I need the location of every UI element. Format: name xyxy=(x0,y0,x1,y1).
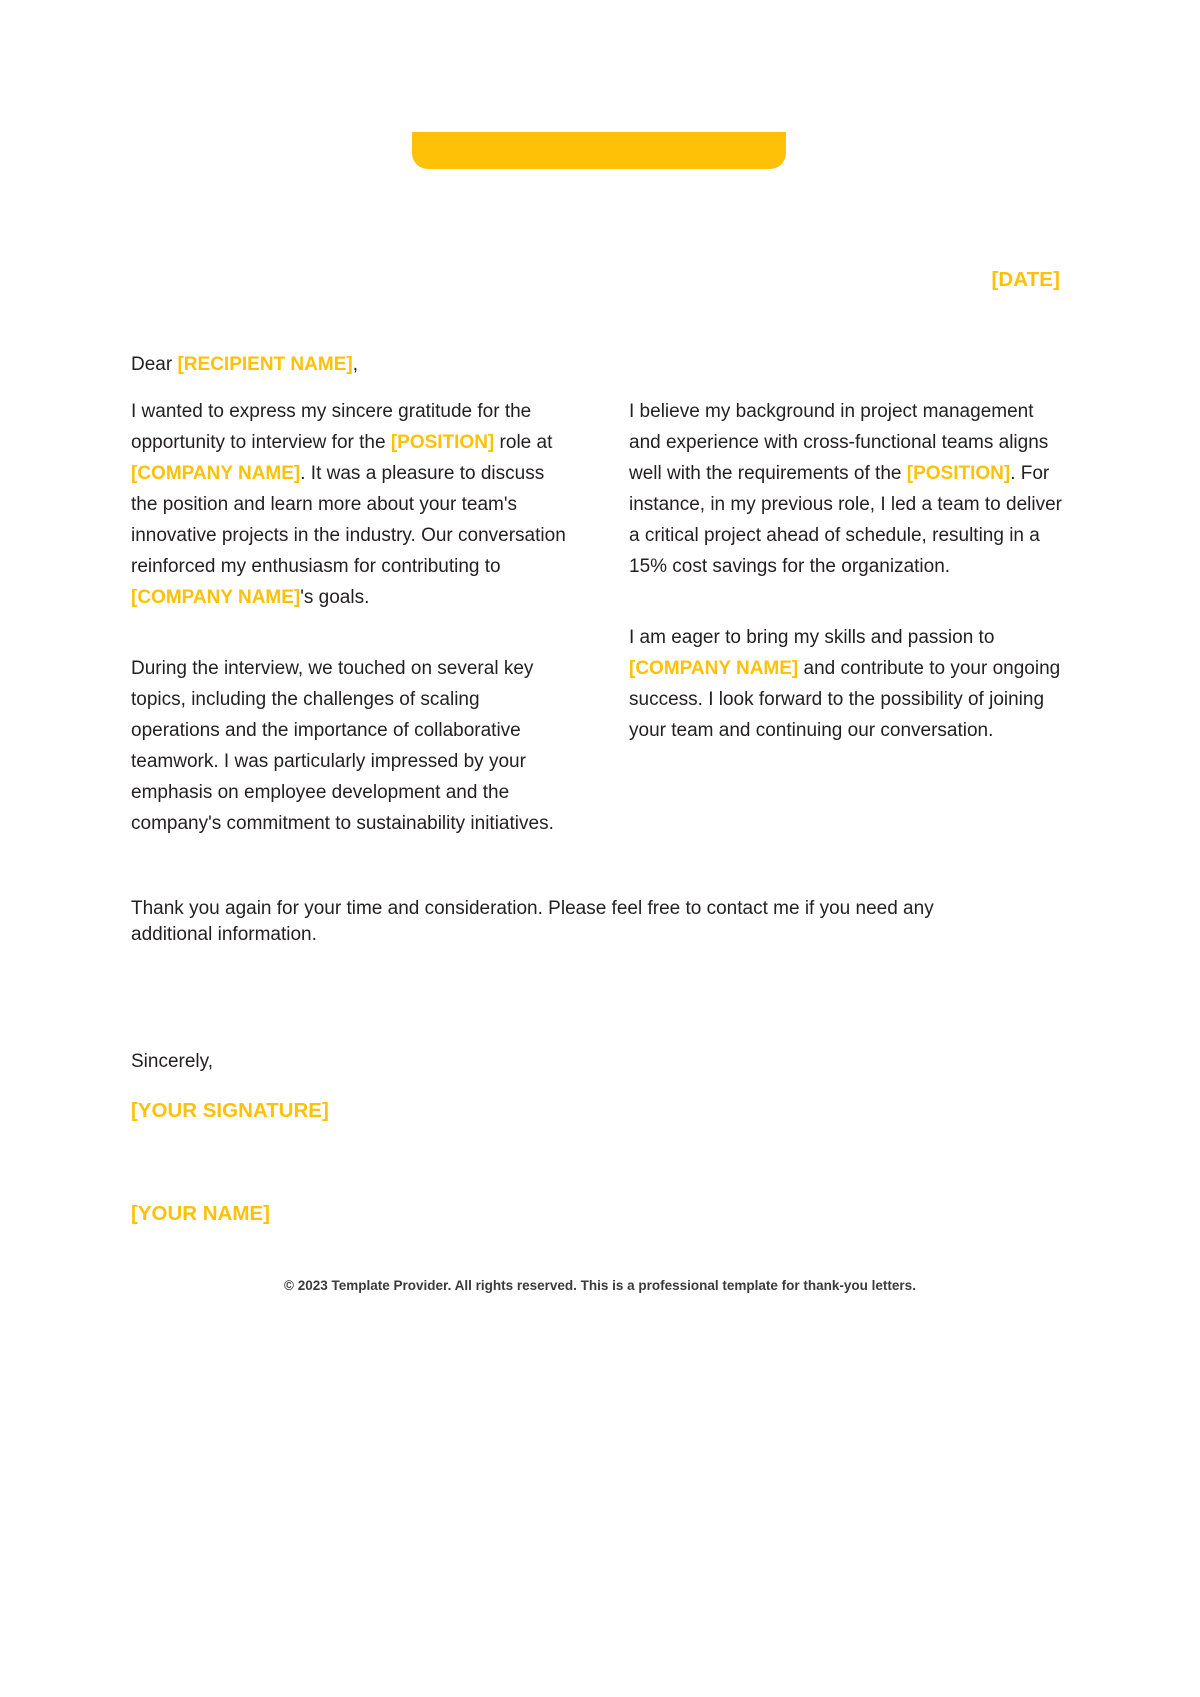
left-paragraph-1 xyxy=(131,396,571,613)
header-band-shape xyxy=(412,132,786,169)
salutation-line xyxy=(131,352,358,378)
salutation-suffix: , xyxy=(352,354,358,375)
lp1-part-2: role at xyxy=(494,432,553,453)
lp1-part-1: I wanted to express my sincere gratitude for the opportunity to interview for the xyxy=(131,401,532,453)
rp1-part-1: I believe my background in project management and experience with cross-functional teams aligns well with the requirements of the xyxy=(629,401,1049,484)
body-columns xyxy=(131,396,1069,839)
right-column xyxy=(629,396,1069,839)
left-column xyxy=(131,396,571,839)
rp2-part-1: I am eager to bring my skills and passion to xyxy=(629,627,995,648)
footer-copyright: © 2023 Template Provider. All rights reserved. This is a professional template for thank-you letters. xyxy=(284,1278,916,1293)
left-paragraph-2: During the interview, we touched on several key topics, including the challenges of scaling operations and the importance of collaborative teamwork. I was particularly impressed by your emphasis on employee development and the company's commitment to sustainability initiatives. xyxy=(131,658,554,834)
rp2-part-2: and contribute to your ongoing success. I look forward to the possibility of joining your team and continuing our conversation. xyxy=(629,658,1061,741)
date-row xyxy=(0,268,1200,292)
company-name-placeholder-3[interactable]: [COMPANY NAME] xyxy=(629,658,799,679)
recipient-name-placeholder[interactable]: [RECIPIENT NAME] xyxy=(177,354,353,375)
signature-placeholder[interactable]: [YOUR SIGNATURE] xyxy=(131,1099,329,1122)
company-name-placeholder-2[interactable]: [COMPANY NAME] xyxy=(131,587,301,608)
company-name-placeholder[interactable]: [COMPANY NAME] xyxy=(131,463,301,484)
your-name-placeholder[interactable]: [YOUR NAME] xyxy=(131,1202,270,1225)
position-placeholder[interactable]: [POSITION] xyxy=(390,432,495,453)
closing-paragraph: Thank you again for your time and consideration. Please feel free to contact me if you need any additional information. xyxy=(131,898,934,945)
date-placeholder[interactable]: [DATE] xyxy=(991,268,1060,291)
right-paragraph-2 xyxy=(629,622,1069,746)
lp1-part-3: . It was a pleasure to discuss the position and learn more about your team's innovative projects in the industry. Our conversation reinforced my enthusiasm for contributing to xyxy=(131,463,566,577)
lp1-part-4: 's goals. xyxy=(300,587,370,608)
position-placeholder-2[interactable]: [POSITION] xyxy=(906,463,1011,484)
right-paragraph-1 xyxy=(629,396,1069,582)
signoff-sincerely: Sincerely, xyxy=(131,1051,214,1072)
salutation-prefix: Dear xyxy=(131,354,178,375)
rp1-part-2: . For instance, in my previous role, I led a team to deliver a critical project ahead of schedule, resulting in a 15% cost savings for the organization. xyxy=(629,463,1062,577)
header-decoration xyxy=(0,132,1200,192)
